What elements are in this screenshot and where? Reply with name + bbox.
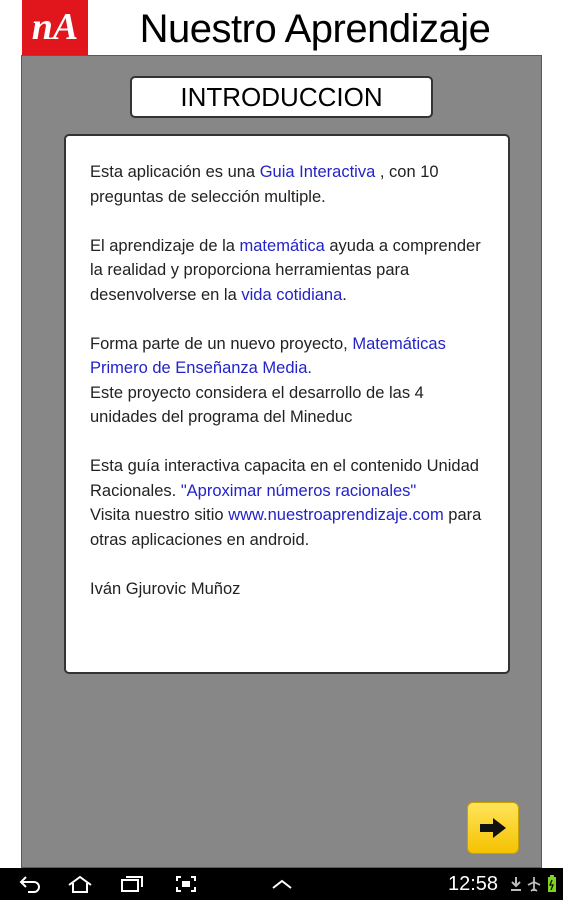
guia-interactiva-link: Guia Interactiva [259,163,376,181]
battery-icon [545,868,559,900]
website-link[interactable]: www.nuestroaprendizaje.com [228,506,444,524]
section-title: INTRODUCCION [130,76,433,118]
text: Visita nuestro sitio [90,506,229,524]
text: El aprendizaje de la [90,236,240,255]
vida-cotidiana-link: vida cotidiana [241,285,343,304]
next-button[interactable] [467,802,519,854]
app-title: Nuestro Aprendizaje [139,7,491,51]
status-clock: 12:58 [448,873,499,895]
paragraph-guia [90,454,494,552]
airplane-icon [526,868,542,900]
proyecto-link: Matemáticas Primero de Enseñanza Media. [90,334,446,377]
recent-apps-icon[interactable] [116,868,148,900]
author-name: Iván Gjurovic Muñoz [90,579,241,598]
text: Este proyecto considera el desarrollo de las 4 unidades del programa del Mineduc [90,383,424,426]
app-logo: nA [22,0,88,55]
chevron-up-icon[interactable] [266,868,298,900]
text: , con 10 preguntas de selección multiple. [90,163,439,206]
intro-content-card [64,134,510,674]
home-icon[interactable] [64,868,96,900]
download-icon [508,868,524,900]
aproximar-link: "Aproximar números racionales" [180,481,417,500]
paragraph-proyecto [90,332,494,430]
paragraph-aprendizaje [90,234,494,308]
text: para otras aplicaciones en android. [90,506,482,549]
text: Esta guía interactiva capacita en el contenido Unidad Racionales. [90,457,479,500]
system-navigation-bar [0,868,563,900]
text: Forma parte de un nuevo proyecto, [90,334,353,353]
matematica-link: matemática [239,236,325,255]
text: ayuda a comprender la realidad y proporciona herramientas para desenvolverse en la [90,236,481,304]
text: Esta aplicación es una [90,163,260,181]
back-icon[interactable] [14,868,46,900]
arrow-right-icon [478,816,508,840]
screenshot-icon[interactable] [170,868,202,900]
text: . [342,285,347,304]
paragraph-intro [90,160,494,209]
